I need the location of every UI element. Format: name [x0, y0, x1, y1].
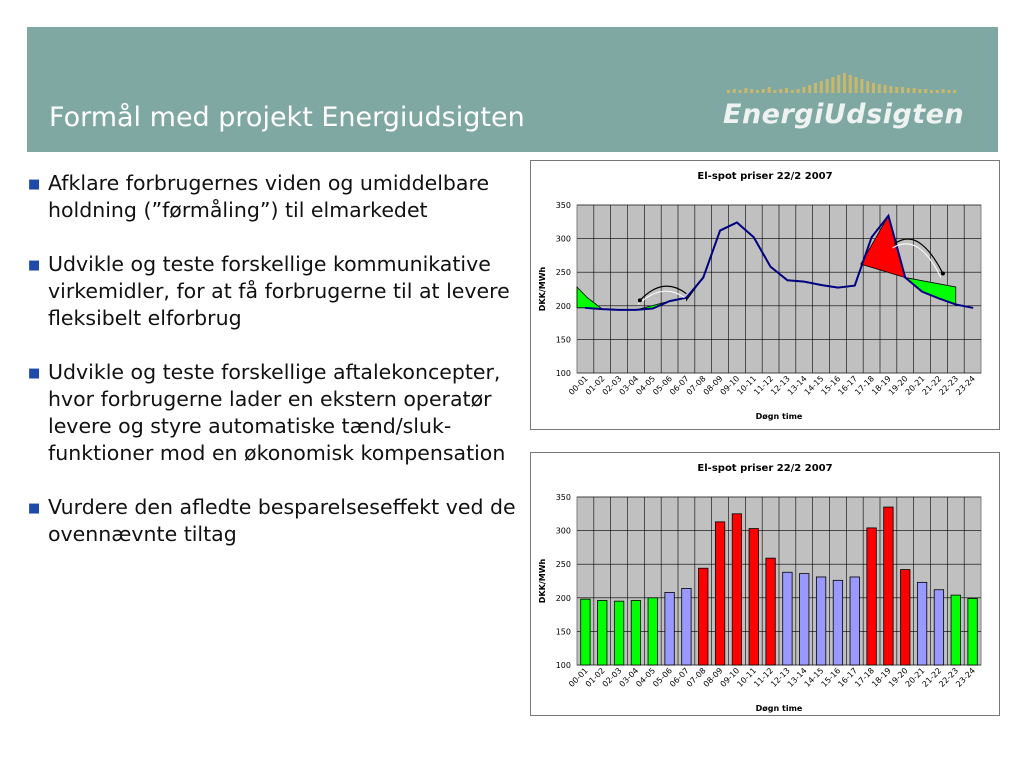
price-bar — [614, 601, 623, 665]
x-tick-label: 05-06 — [651, 374, 674, 397]
price-point — [601, 308, 603, 310]
x-tick-label: 21-22 — [920, 666, 944, 689]
logo-bar — [843, 73, 846, 93]
logo-bar — [918, 89, 921, 93]
x-tick-label: 19-20 — [886, 374, 910, 397]
price-bar — [665, 592, 674, 665]
x-tick-label: 20-21 — [903, 666, 927, 689]
logo-bar — [791, 90, 794, 93]
price-bar — [901, 570, 910, 665]
price-bar — [749, 529, 758, 665]
y-tick-label: 100 — [555, 661, 571, 670]
y-tick-label: 300 — [555, 234, 571, 244]
bar-chart-panel — [530, 452, 1000, 716]
x-tick-label: 13-14 — [785, 666, 809, 689]
bullet-item — [28, 494, 518, 548]
x-tick-label: 13-14 — [785, 374, 809, 397]
price-bar — [833, 580, 842, 665]
x-tick-label: 09-10 — [718, 374, 742, 397]
y-tick-label: 100 — [555, 369, 571, 378]
y-tick-label: 200 — [555, 593, 571, 603]
x-tick-label: 07-08 — [684, 374, 708, 397]
price-point — [702, 277, 704, 279]
bullet-list — [28, 170, 518, 575]
price-bar — [951, 595, 960, 665]
x-tick-label: 19-20 — [886, 666, 910, 689]
logo-bar — [773, 90, 776, 93]
price-point — [787, 279, 789, 281]
price-point — [955, 304, 957, 306]
price-point — [904, 277, 906, 279]
bullet-square-icon: ■ — [28, 177, 41, 192]
logo-bar — [855, 77, 858, 93]
x-axis-label: Døgn time — [755, 704, 803, 713]
bullet-square-icon: ■ — [28, 366, 41, 381]
y-tick-label: 150 — [555, 627, 571, 637]
logo-bar — [947, 90, 950, 93]
logo-bar — [785, 88, 788, 93]
x-tick-label: 00-01 — [567, 374, 590, 397]
x-tick-label: 10-11 — [735, 666, 759, 689]
x-tick-label: 00-01 — [567, 666, 590, 689]
bullet-item — [28, 170, 518, 224]
price-bar — [715, 522, 724, 665]
x-tick-label: 14-15 — [802, 374, 826, 397]
price-point — [719, 230, 721, 232]
x-tick-label: 03-04 — [617, 374, 641, 397]
x-tick-label: 17-18 — [853, 666, 876, 689]
logo-bar — [744, 88, 747, 93]
logo-bar — [860, 79, 863, 93]
price-bar — [917, 582, 926, 665]
y-tick-label: 150 — [555, 335, 571, 345]
price-point — [770, 266, 772, 268]
price-point — [585, 307, 587, 309]
price-bar — [648, 598, 657, 665]
price-point — [871, 236, 873, 238]
bullet-text: Udvikle og teste forskellige aftalekoncepter, hvor forbrugerne lader en ekstern operatør levere og styre automatiske tænd/sluk-funktioner mod en økonomisk kompensation — [48, 360, 506, 465]
price-point — [972, 307, 974, 309]
x-tick-label: 08-09 — [701, 374, 725, 397]
x-tick-label: 04-05 — [634, 666, 658, 689]
price-bar — [631, 600, 640, 665]
x-tick-label: 15-16 — [819, 666, 843, 689]
logo-bar — [802, 87, 805, 93]
energiudsigten-logo — [723, 71, 963, 141]
x-tick-label: 09-10 — [718, 666, 742, 689]
x-tick-label: 02-03 — [600, 666, 624, 689]
x-tick-label: 23-24 — [954, 374, 977, 397]
x-tick-label: 16-17 — [836, 666, 860, 689]
slide-title: Formål med projekt Energiudsigten — [49, 102, 525, 133]
price-bar — [699, 568, 708, 665]
price-bar — [934, 590, 943, 665]
x-tick-label: 04-05 — [634, 374, 658, 397]
price-point — [888, 215, 890, 217]
price-bar — [816, 577, 825, 665]
bullet-square-icon: ■ — [28, 501, 41, 516]
bullet-text: Afklare forbrugernes viden og umiddelbare holdning (”førmåling”) til elmarkedet — [48, 171, 490, 222]
bar-chart — [531, 453, 999, 715]
price-bar — [732, 514, 741, 665]
logo-bar — [924, 89, 927, 93]
logo-bar — [733, 89, 736, 93]
logo-bar — [820, 81, 823, 93]
x-tick-label: 06-07 — [668, 374, 691, 397]
x-tick-label: 12-13 — [769, 666, 792, 689]
logo-bar — [797, 89, 800, 93]
logo-bar — [768, 87, 771, 93]
x-tick-label: 18-19 — [870, 666, 893, 689]
x-tick-label: 15-16 — [819, 374, 843, 397]
logo-bar — [727, 90, 730, 93]
price-bar — [682, 588, 691, 665]
x-tick-label: 22-23 — [937, 666, 961, 689]
x-tick-label: 12-13 — [769, 374, 792, 397]
price-bar — [800, 574, 809, 665]
x-tick-label: 14-15 — [802, 666, 826, 689]
x-tick-label: 03-04 — [617, 666, 641, 689]
price-bar — [598, 600, 607, 665]
logo-bar — [779, 89, 782, 93]
logo-bar — [756, 90, 759, 93]
logo-bar — [808, 85, 811, 93]
price-bar — [867, 528, 876, 665]
y-tick-label: 200 — [555, 301, 571, 311]
x-tick-label: 23-24 — [954, 666, 977, 689]
logo-skyline-graphic — [723, 71, 963, 95]
line-chart-panel — [530, 160, 1000, 430]
price-bar — [783, 572, 792, 665]
price-bar — [581, 599, 590, 665]
logo-bar — [942, 89, 945, 93]
price-point — [854, 285, 856, 287]
price-point — [837, 287, 839, 289]
logo-bar — [739, 90, 742, 93]
price-point — [635, 309, 637, 311]
logo-bar — [895, 87, 898, 93]
chart-title: El-spot priser 22/2 2007 — [697, 463, 833, 474]
arrow-head-icon — [638, 298, 642, 302]
price-point — [753, 236, 755, 238]
logo-bar — [866, 81, 869, 93]
x-tick-label: 08-09 — [701, 666, 725, 689]
bullet-text: Udvikle og teste forskellige kommunikative virkemidler, for at få forbrugerne til at levere fleksibelt elforbrug — [48, 252, 510, 330]
price-bar — [884, 507, 893, 665]
bullet-square-icon: ■ — [28, 258, 41, 273]
logo-bar — [878, 84, 881, 93]
price-point — [803, 281, 805, 283]
y-axis-label: DKK/MWh — [538, 266, 547, 312]
price-point — [736, 222, 738, 224]
bullet-item — [28, 359, 518, 467]
y-tick-label: 350 — [555, 493, 571, 502]
logo-bar — [872, 83, 875, 93]
x-tick-label: 02-03 — [600, 374, 624, 397]
y-tick-label: 250 — [555, 268, 571, 278]
x-tick-label: 01-02 — [583, 666, 607, 689]
bullet-item — [28, 251, 518, 332]
chart-title: El-spot priser 22/2 2007 — [697, 171, 833, 182]
x-tick-label: 11-12 — [752, 374, 775, 397]
price-point — [921, 291, 923, 293]
y-tick-label: 300 — [555, 526, 571, 536]
x-tick-label: 18-19 — [870, 374, 893, 397]
slide-header — [27, 27, 998, 152]
price-bar — [766, 558, 775, 665]
price-point — [938, 298, 940, 300]
logo-bar — [814, 83, 817, 93]
y-tick-label: 350 — [555, 201, 571, 210]
x-tick-label: 06-07 — [668, 666, 691, 689]
logo-bar — [762, 89, 765, 93]
logo-bar — [889, 86, 892, 93]
logo-bar — [901, 87, 904, 93]
arrow-head-icon — [941, 272, 945, 276]
x-tick-label: 21-22 — [920, 374, 944, 397]
y-tick-label: 250 — [555, 560, 571, 570]
x-tick-label: 07-08 — [684, 666, 708, 689]
logo-bar — [913, 88, 916, 93]
x-tick-label: 22-23 — [937, 374, 961, 397]
logo-text: EnergiUdsigten — [723, 99, 965, 130]
x-axis-label: Døgn time — [755, 412, 803, 421]
logo-bar — [750, 89, 753, 93]
logo-bar — [837, 75, 840, 93]
x-tick-label: 01-02 — [583, 374, 607, 397]
price-point — [652, 308, 654, 310]
logo-bar — [907, 88, 910, 93]
price-point — [686, 297, 688, 299]
y-axis-label: DKK/MWh — [538, 558, 547, 604]
x-tick-label: 16-17 — [836, 374, 860, 397]
x-tick-label: 17-18 — [853, 374, 876, 397]
price-point — [669, 300, 671, 302]
line-chart — [531, 161, 999, 429]
bullet-text: Vurdere den afledte besparelseseffekt ved de ovennævnte tiltag — [48, 495, 516, 546]
x-tick-label: 11-12 — [752, 666, 775, 689]
x-tick-label: 20-21 — [903, 374, 927, 397]
x-tick-label: 10-11 — [735, 374, 759, 397]
logo-bar — [930, 90, 933, 93]
price-point — [618, 309, 620, 311]
price-bar — [968, 598, 977, 665]
logo-bar — [831, 77, 834, 93]
x-tick-label: 05-06 — [651, 666, 674, 689]
logo-bar — [936, 90, 939, 93]
logo-bar — [849, 75, 852, 93]
logo-bar — [826, 79, 829, 93]
price-bar — [850, 577, 859, 665]
price-point — [820, 284, 822, 286]
logo-bar — [884, 85, 887, 93]
logo-bar — [953, 90, 956, 93]
